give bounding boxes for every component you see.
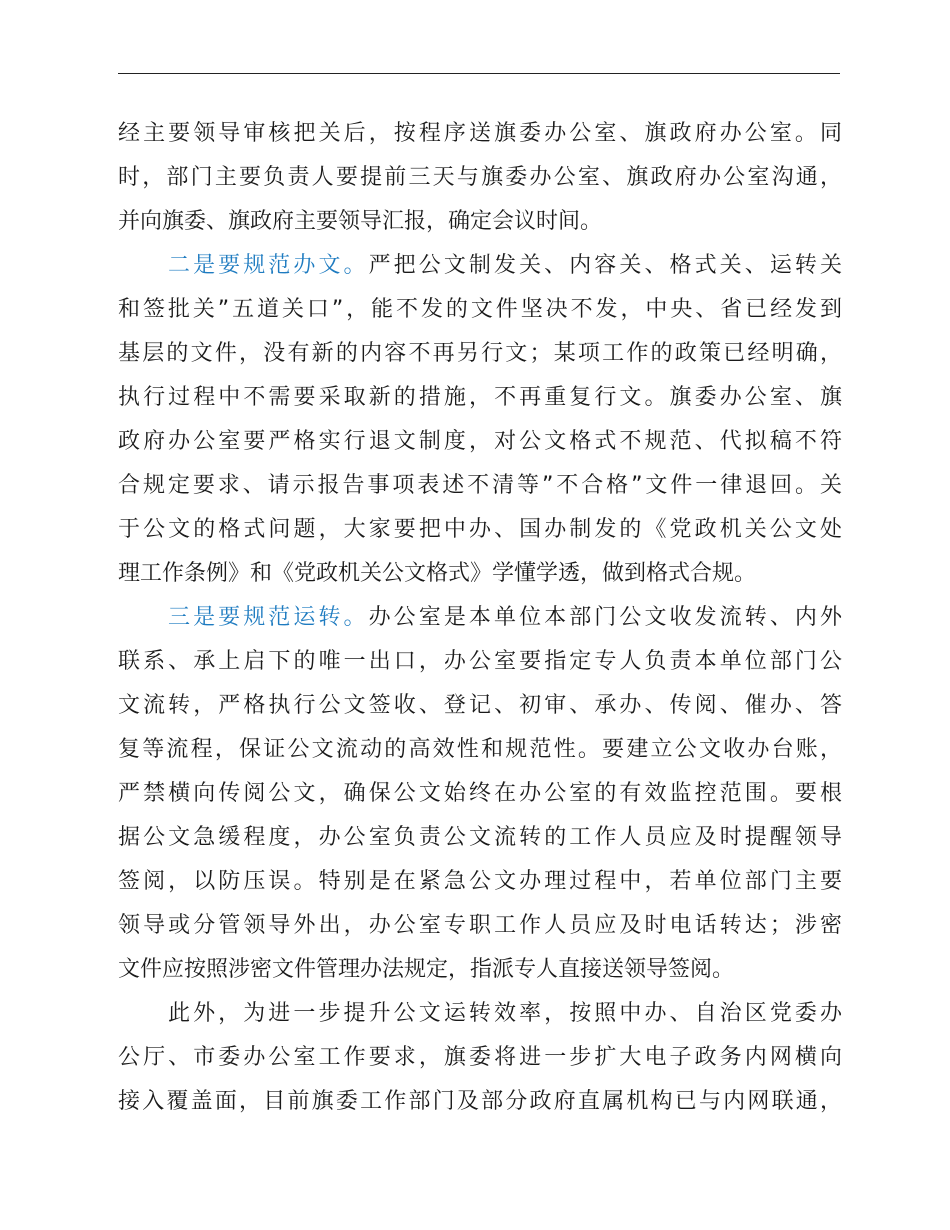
text-line: 据公文急缓程度，办公室负责公文流转的工作人员应及时提醒领导 bbox=[118, 825, 842, 850]
text-line bbox=[118, 596, 842, 640]
text-line: 并向旗委、旗政府主要领导汇报，确定会议时间。 bbox=[118, 209, 603, 234]
text-line: 经主要领导审核把关后，按程序送旗委办公室、旗政府办公室。同 bbox=[118, 121, 842, 146]
text-line: 严禁横向传阅公文，确保公文始终在办公室的有效监控范围。要根 bbox=[118, 781, 842, 806]
text-line: 执行过程中不需要采取新的措施，不再重复行文。旗委办公室、旗 bbox=[118, 385, 842, 410]
text-line: 和签批关”五道关口”，能不发的文件坚决不发，中央、省已经发到 bbox=[118, 297, 842, 322]
document-body bbox=[118, 112, 842, 1124]
text-line bbox=[118, 244, 842, 288]
paragraph-3 bbox=[118, 596, 842, 992]
text-line: 联系、承上启下的唯一出口，办公室要指定专人负责本单位部门公 bbox=[118, 649, 842, 674]
text-line: 领导或分管领导外出，办公室专职工作人员应及时电话转达；涉密 bbox=[118, 913, 842, 938]
paragraph-1 bbox=[118, 112, 842, 244]
text-line: 复等流程，保证公文流动的高效性和规范性。要建立公文收办台账， bbox=[118, 737, 842, 762]
text-line: 基层的文件，没有新的内容不再另行文；某项工作的政策已经明确， bbox=[118, 341, 842, 366]
paragraph-2 bbox=[118, 244, 842, 596]
text-run: 严把公文制发关、内容关、格式关、运转关 bbox=[368, 253, 842, 278]
section-heading-3: 三是要规范运转。 bbox=[168, 605, 369, 630]
text-line: 政府办公室要严格实行退文制度，对公文格式不规范、代拟稿不符 bbox=[118, 429, 842, 454]
text-line: 合规定要求、请示报告事项表述不清等”不合格”文件一律退回。关 bbox=[118, 473, 842, 498]
text-run: 办公室是本单位本部门公文收发流转、内外 bbox=[368, 605, 842, 630]
text-line: 文流转，严格执行公文签收、登记、初审、承办、传阅、催办、答 bbox=[118, 693, 842, 718]
text-line: 于公文的格式问题，大家要把中办、国办制发的《党政机关公文处 bbox=[118, 517, 842, 542]
text-line: 签阅，以防压误。特别是在紧急公文办理过程中，若单位部门主要 bbox=[118, 869, 842, 894]
paragraph-4 bbox=[118, 992, 842, 1124]
text-line: 公厅、市委办公室工作要求，旗委将进一步扩大电子政务内网横向 bbox=[118, 1045, 842, 1070]
text-line: 文件应按照涉密文件管理办法规定，指派专人直接送领导签阅。 bbox=[118, 957, 735, 982]
text-line: 理工作条例》和《党政机关公文格式》学懂学透，做到格式合规。 bbox=[118, 561, 757, 586]
header-rule bbox=[118, 73, 840, 74]
text-line: 接入覆盖面，目前旗委工作部门及部分政府直属机构已与内网联通， bbox=[118, 1089, 842, 1114]
section-heading-2: 二是要规范办文。 bbox=[168, 253, 369, 278]
text-line: 时，部门主要负责人要提前三天与旗委办公室、旗政府办公室沟通， bbox=[118, 165, 842, 190]
text-line: 此外，为进一步提升公文运转效率，按照中办、自治区党委办 bbox=[168, 1001, 842, 1026]
